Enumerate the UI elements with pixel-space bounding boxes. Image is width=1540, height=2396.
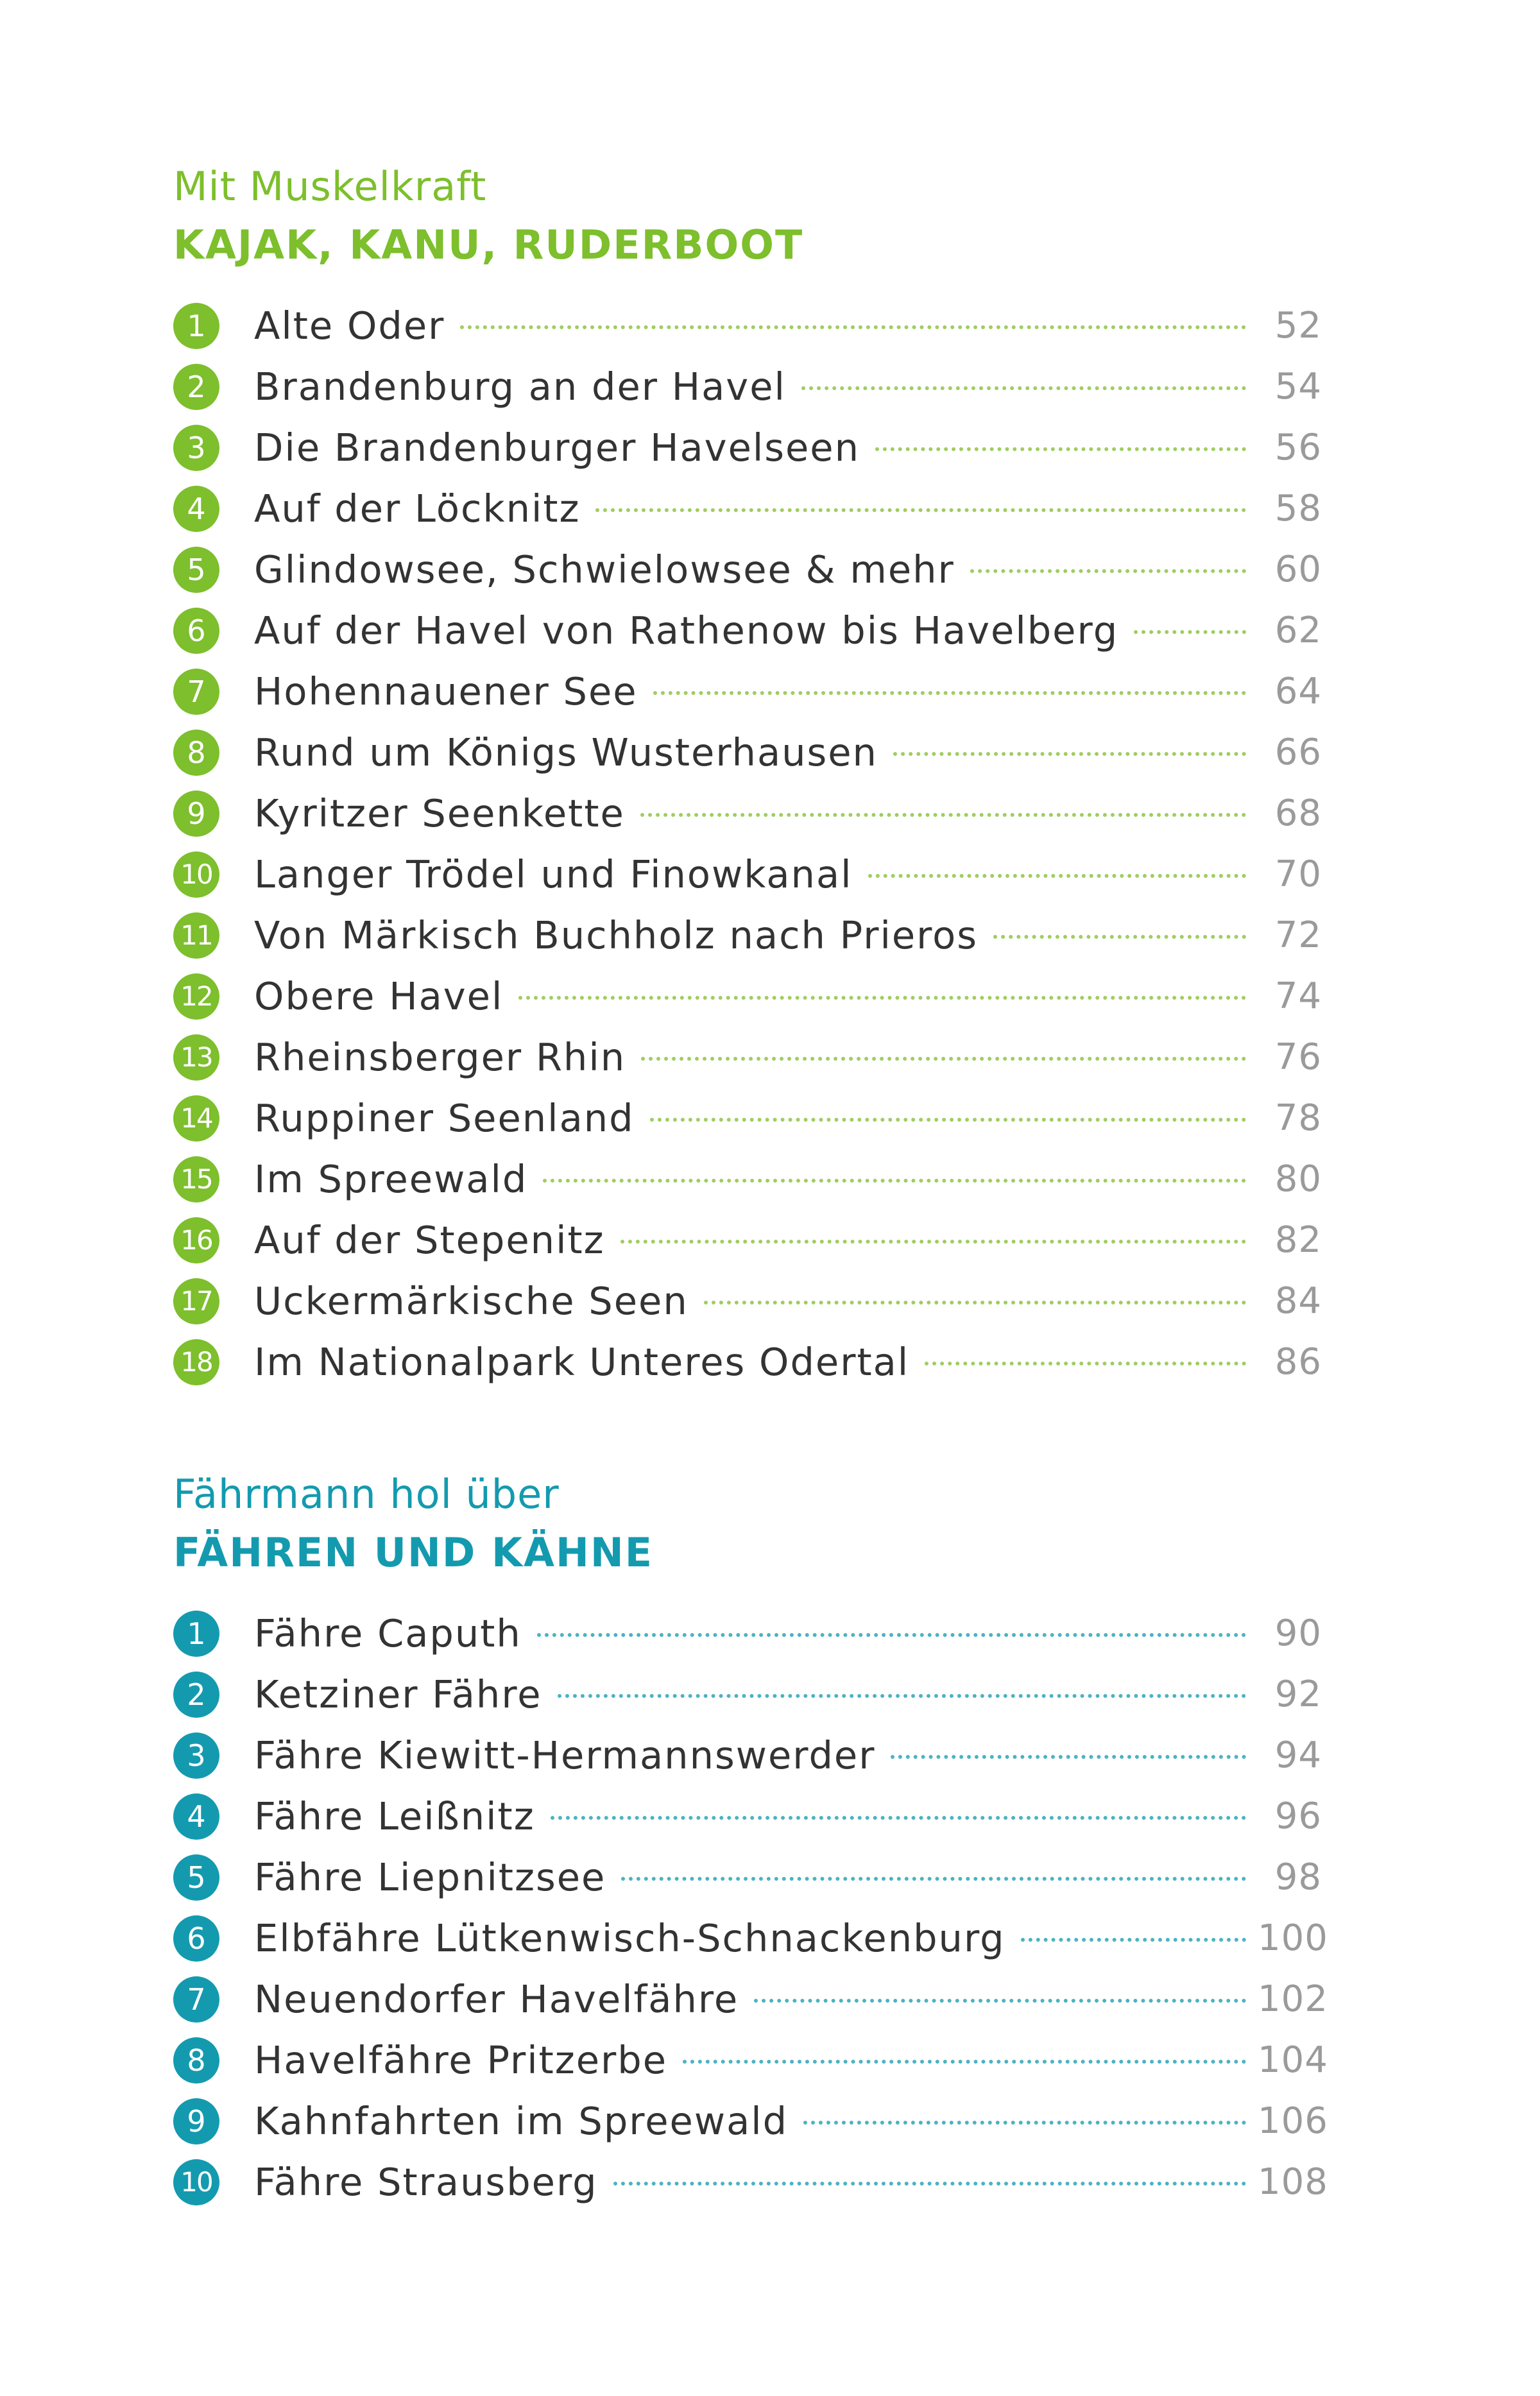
entry-page-number: 68 — [1274, 792, 1322, 834]
toc-entry — [173, 600, 1322, 661]
entry-number-badge: 18 — [173, 1339, 219, 1385]
entry-list — [173, 295, 1322, 1392]
entry-page-number: 82 — [1274, 1219, 1322, 1261]
entry-number-badge: 9 — [173, 791, 219, 837]
entry-title: Brandenburg an der Havel — [254, 364, 786, 409]
toc-entry — [173, 1908, 1328, 1969]
entry-page-number: 72 — [1274, 914, 1322, 956]
entry-number-badge: 11 — [173, 912, 219, 959]
toc-entry — [173, 1725, 1322, 1786]
entry-number-badge: 6 — [173, 608, 219, 654]
entry-page-number: 98 — [1274, 1856, 1322, 1898]
dot-leader — [993, 935, 1246, 939]
entry-page-number: 62 — [1274, 610, 1322, 651]
entry-number-badge: 3 — [173, 425, 219, 471]
section-subtitle: Fährmann hol über — [173, 1471, 560, 1518]
entry-title: Langer Trödel und Finowkanal — [254, 852, 853, 896]
toc-entry — [173, 783, 1322, 844]
entry-title: Ketziner Fähre — [254, 1672, 542, 1716]
entry-title: Von Märkisch Buchholz nach Prieros — [254, 913, 978, 957]
entry-number-badge: 8 — [173, 730, 219, 776]
toc-entry — [173, 1603, 1322, 1664]
dot-leader — [551, 1816, 1246, 1820]
entry-page-number: 86 — [1274, 1341, 1322, 1383]
dot-leader — [1134, 630, 1246, 634]
toc-entry — [173, 417, 1322, 478]
toc-entry — [173, 295, 1322, 356]
entry-number-badge: 3 — [173, 1733, 219, 1779]
entry-number-badge: 13 — [173, 1034, 219, 1081]
entry-page-number: 52 — [1274, 305, 1322, 347]
dot-leader — [613, 2182, 1246, 2186]
entry-title: Kahnfahrten im Spreewald — [254, 2099, 789, 2143]
toc-entry — [173, 356, 1322, 417]
entry-page-number: 80 — [1274, 1158, 1322, 1200]
entry-page-number: 64 — [1274, 671, 1322, 712]
entry-title: Fähre Caputh — [254, 1611, 522, 1656]
entry-title: Uckermärkische Seen — [254, 1279, 689, 1323]
dot-leader — [704, 1301, 1246, 1305]
toc-entry — [173, 905, 1322, 966]
toc-entry — [173, 2091, 1328, 2152]
entry-page-number: 100 — [1258, 1917, 1328, 1959]
entry-number-badge: 5 — [173, 1854, 219, 1901]
entry-page-number: 78 — [1274, 1097, 1322, 1139]
entry-number-badge: 2 — [173, 1672, 219, 1718]
toc-entry — [173, 1969, 1328, 2030]
entry-title: Im Spreewald — [254, 1157, 528, 1201]
dot-leader — [801, 386, 1246, 390]
entry-title: Fähre Kiewitt-Hermannswerder — [254, 1733, 876, 1777]
entry-title: Ruppiner Seenland — [254, 1096, 635, 1140]
entry-title: Die Brandenburger Havelseen — [254, 425, 860, 470]
dot-leader — [891, 1755, 1246, 1759]
toc-entry — [173, 2152, 1328, 2212]
entry-page-number: 94 — [1274, 1734, 1322, 1776]
entry-title: Auf der Stepenitz — [254, 1218, 605, 1262]
entry-page-number: 74 — [1274, 975, 1322, 1017]
toc-entry — [173, 2030, 1328, 2091]
entry-page-number: 66 — [1274, 732, 1322, 773]
entry-title: Glindowsee, Schwielowsee & mehr — [254, 547, 955, 592]
entry-number-badge: 17 — [173, 1278, 219, 1324]
entry-number-badge: 7 — [173, 669, 219, 715]
toc-entry — [173, 1027, 1322, 1088]
toc-entry — [173, 844, 1322, 905]
entry-number-badge: 2 — [173, 364, 219, 410]
entry-page-number: 60 — [1274, 549, 1322, 590]
entry-page-number: 76 — [1274, 1036, 1322, 1078]
toc-entry — [173, 661, 1322, 722]
entry-number-badge: 10 — [173, 2159, 219, 2205]
entry-title: Neuendorfer Havelfähre — [254, 1977, 739, 2021]
entry-page-number: 58 — [1274, 488, 1322, 529]
dot-leader — [620, 1240, 1246, 1244]
entry-page-number: 54 — [1274, 366, 1322, 407]
toc-entry — [173, 1149, 1322, 1210]
dot-leader — [875, 447, 1246, 451]
entry-page-number: 108 — [1258, 2161, 1328, 2203]
toc-entry — [173, 478, 1322, 539]
toc-entry — [173, 722, 1322, 783]
dot-leader — [595, 508, 1246, 512]
toc-entry — [173, 1664, 1322, 1725]
section-faehren-kaehne — [173, 1467, 1328, 2212]
entry-number-badge: 4 — [173, 1793, 219, 1840]
entry-page-number: 92 — [1274, 1673, 1322, 1715]
dot-leader — [1021, 1938, 1246, 1942]
dot-leader — [621, 1877, 1246, 1881]
entry-page-number: 56 — [1274, 427, 1322, 468]
dot-leader — [803, 2121, 1246, 2125]
entry-number-badge: 14 — [173, 1095, 219, 1142]
section-heading: FÄHREN UND KÄHNE — [173, 1529, 654, 1576]
entry-list — [173, 1603, 1328, 2212]
dot-leader — [683, 2060, 1246, 2064]
entry-page-number: 96 — [1274, 1795, 1322, 1837]
entry-number-badge: 7 — [173, 1976, 219, 2023]
dot-leader — [537, 1633, 1246, 1637]
dot-leader — [460, 325, 1246, 329]
dot-leader — [893, 752, 1246, 756]
entry-number-badge: 10 — [173, 851, 219, 898]
entry-page-number: 102 — [1258, 1978, 1328, 2020]
entry-title: Fähre Strausberg — [254, 2160, 598, 2204]
entry-number-badge: 1 — [173, 303, 219, 349]
toc-entry — [173, 966, 1322, 1027]
toc-entry — [173, 539, 1322, 600]
section-heading: KAJAK, KANU, RUDERBOOT — [173, 221, 804, 268]
entry-title: Obere Havel — [254, 974, 504, 1018]
entry-title: Im Nationalpark Unteres Odertal — [254, 1340, 910, 1384]
dot-leader — [640, 813, 1246, 817]
entry-title: Kyritzer Seenkette — [254, 791, 625, 835]
entry-page-number: 106 — [1258, 2100, 1328, 2142]
entry-title: Alte Oder — [254, 304, 445, 348]
section-subtitle: Mit Muskelkraft — [173, 163, 487, 210]
entry-number-badge: 4 — [173, 486, 219, 532]
dot-leader — [543, 1179, 1246, 1183]
dot-leader — [518, 996, 1246, 1000]
dot-leader — [653, 691, 1246, 695]
entry-page-number: 84 — [1274, 1280, 1322, 1322]
entry-title: Fähre Leißnitz — [254, 1794, 535, 1838]
entry-title: Auf der Löcknitz — [254, 486, 581, 531]
entry-number-badge: 15 — [173, 1156, 219, 1202]
toc-entry — [173, 1847, 1322, 1908]
dot-leader — [641, 1057, 1246, 1061]
entry-number-badge: 9 — [173, 2098, 219, 2144]
entry-title: Auf der Havel von Rathenow bis Havelberg — [254, 608, 1119, 653]
entry-page-number: 104 — [1258, 2039, 1328, 2081]
entry-title: Havelfähre Pritzerbe — [254, 2038, 668, 2082]
entry-title: Elbfähre Lütkenwisch-Schnackenburg — [254, 1916, 1005, 1960]
entry-page-number: 90 — [1274, 1613, 1322, 1654]
entry-number-badge: 8 — [173, 2037, 219, 2084]
entry-title: Rund um Königs Wusterhausen — [254, 730, 878, 774]
entry-number-badge: 6 — [173, 1915, 219, 1962]
entry-number-badge: 12 — [173, 973, 219, 1020]
entry-title: Fähre Liepnitzsee — [254, 1855, 606, 1899]
toc-entry — [173, 1331, 1322, 1392]
dot-leader — [925, 1362, 1246, 1365]
dot-leader — [970, 569, 1246, 573]
entry-title: Rheinsberger Rhin — [254, 1035, 626, 1079]
entry-title: Hohennauener See — [254, 669, 638, 714]
entry-page-number: 70 — [1274, 853, 1322, 895]
toc-entry — [173, 1271, 1322, 1331]
section-kajak-kanu — [173, 159, 1322, 1392]
toc-entry — [173, 1210, 1322, 1271]
dot-leader — [558, 1694, 1246, 1698]
toc-entry — [173, 1786, 1322, 1847]
entry-number-badge: 16 — [173, 1217, 219, 1263]
dot-leader — [868, 874, 1246, 878]
table-of-contents — [173, 159, 1328, 2212]
toc-entry — [173, 1088, 1322, 1149]
entry-number-badge: 5 — [173, 547, 219, 593]
dot-leader — [650, 1118, 1246, 1122]
entry-number-badge: 1 — [173, 1611, 219, 1657]
dot-leader — [754, 1999, 1246, 2003]
